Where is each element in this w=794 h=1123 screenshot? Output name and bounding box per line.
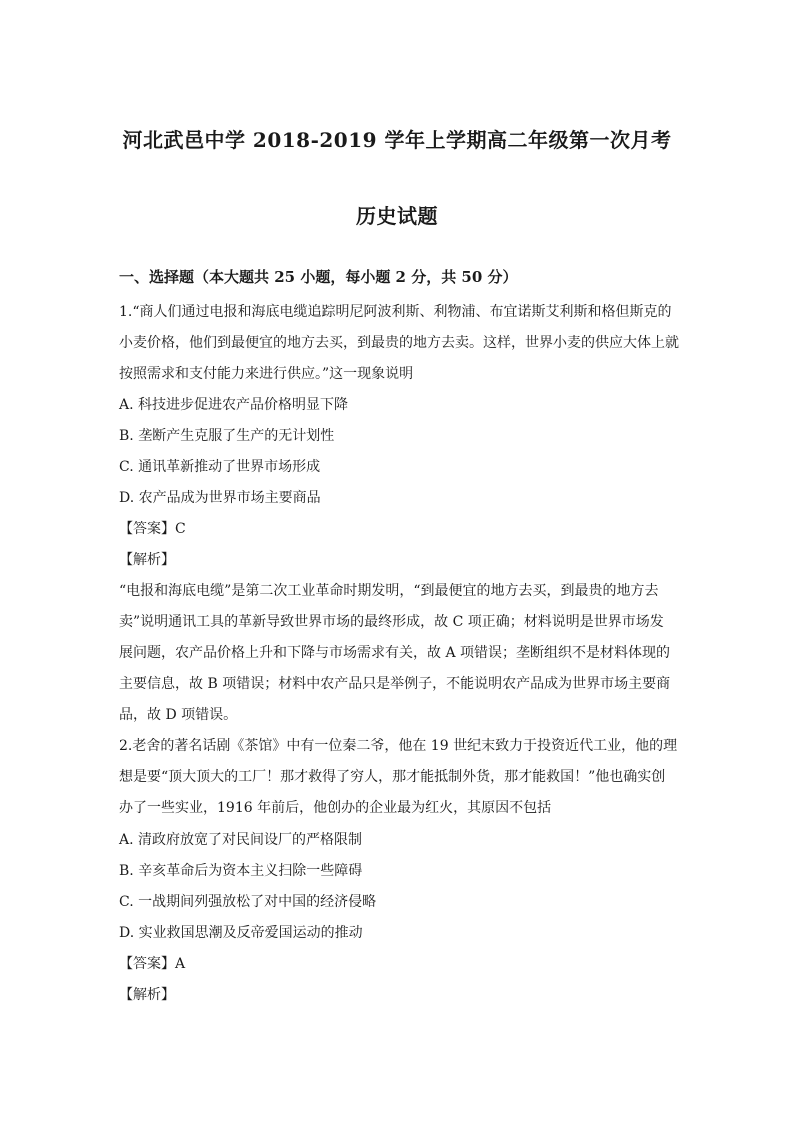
q1-answer: 【答案】C bbox=[119, 521, 186, 537]
q1-option-a: A. 科技进步促进农产品价格明显下降 bbox=[119, 397, 349, 413]
exam-subtitle: 历史试题 bbox=[356, 204, 438, 228]
q2-stem-line: 想是要“顶大顶大的工厂！那才救得了穷人，那才能抵制外货，那才能救国！”他也确实创 bbox=[119, 769, 666, 785]
q2-option-d: D. 实业救国思潮及反帝爱国运动的推动 bbox=[119, 925, 363, 941]
q1-analysis-line: 卖”说明通讯工具的革新导致世界市场的最终形成，故 C 项正确；材料说明是世界市场发 bbox=[119, 614, 664, 630]
q1-option-c: C. 通讯革新推动了世界市场形成 bbox=[119, 459, 321, 475]
q2-option-a: A. 清政府放宽了对民间设厂的严格限制 bbox=[119, 832, 363, 848]
exam-title: 河北武邑中学 2018-2019 学年上学期高二年级第一次月考 bbox=[122, 128, 672, 152]
q2-answer: 【答案】A bbox=[119, 956, 186, 972]
q1-analysis-line: 品，故 D 项错误。 bbox=[119, 707, 238, 723]
q1-option-b: B. 垄断产生克服了生产的无计划性 bbox=[119, 428, 335, 444]
q1-option-d: D. 农产品成为世界市场主要商品 bbox=[119, 490, 321, 506]
q2-option-c: C. 一战期间列强放松了对中国的经济侵略 bbox=[119, 894, 377, 910]
q1-stem-line: 1.“商人们通过电报和海底电缆追踪明尼阿波利斯、利物浦、布宜诺斯艾利斯和格但斯克的 bbox=[119, 304, 672, 320]
q2-analysis-label: 【解析】 bbox=[119, 987, 175, 1003]
q1-analysis-label: 【解析】 bbox=[119, 552, 175, 568]
q1-analysis-line: 展问题，农产品价格上升和下降与市场需求有关，故 A 项错误；垄断组织不是材料体现的 bbox=[119, 645, 671, 661]
q2-stem-line: 2.老舍的著名话剧《茶馆》中有一位秦二爷，他在 19 世纪末致力于投资近代工业，他的理 bbox=[119, 738, 678, 754]
q1-analysis-line: “电报和海底电缆”是第二次工业革命时期发明，“到最便宜的地方去买，到最贵的地方去 bbox=[119, 583, 659, 599]
q1-stem-line: 小麦价格，他们到最便宜的地方去买，到最贵的地方去卖。这样，世界小麦的供应大体上就 bbox=[119, 335, 679, 351]
section-heading: 一、选择题（本大题共 25 小题，每小题 2 分，共 50 分） bbox=[119, 268, 518, 286]
q1-stem-line: 按照需求和支付能力来进行供应。”这一现象说明 bbox=[119, 366, 414, 382]
q2-option-b: B. 辛亥革命后为资本主义扫除一些障碍 bbox=[119, 863, 363, 879]
q2-stem-line: 办了一些实业，1916 年前后，他创办的企业最为红火，其原因不包括 bbox=[119, 800, 552, 816]
q1-analysis-line: 主要信息，故 B 项错误；材料中农产品只是举例子，不能说明农产品成为世界市场主要商 bbox=[119, 676, 671, 692]
